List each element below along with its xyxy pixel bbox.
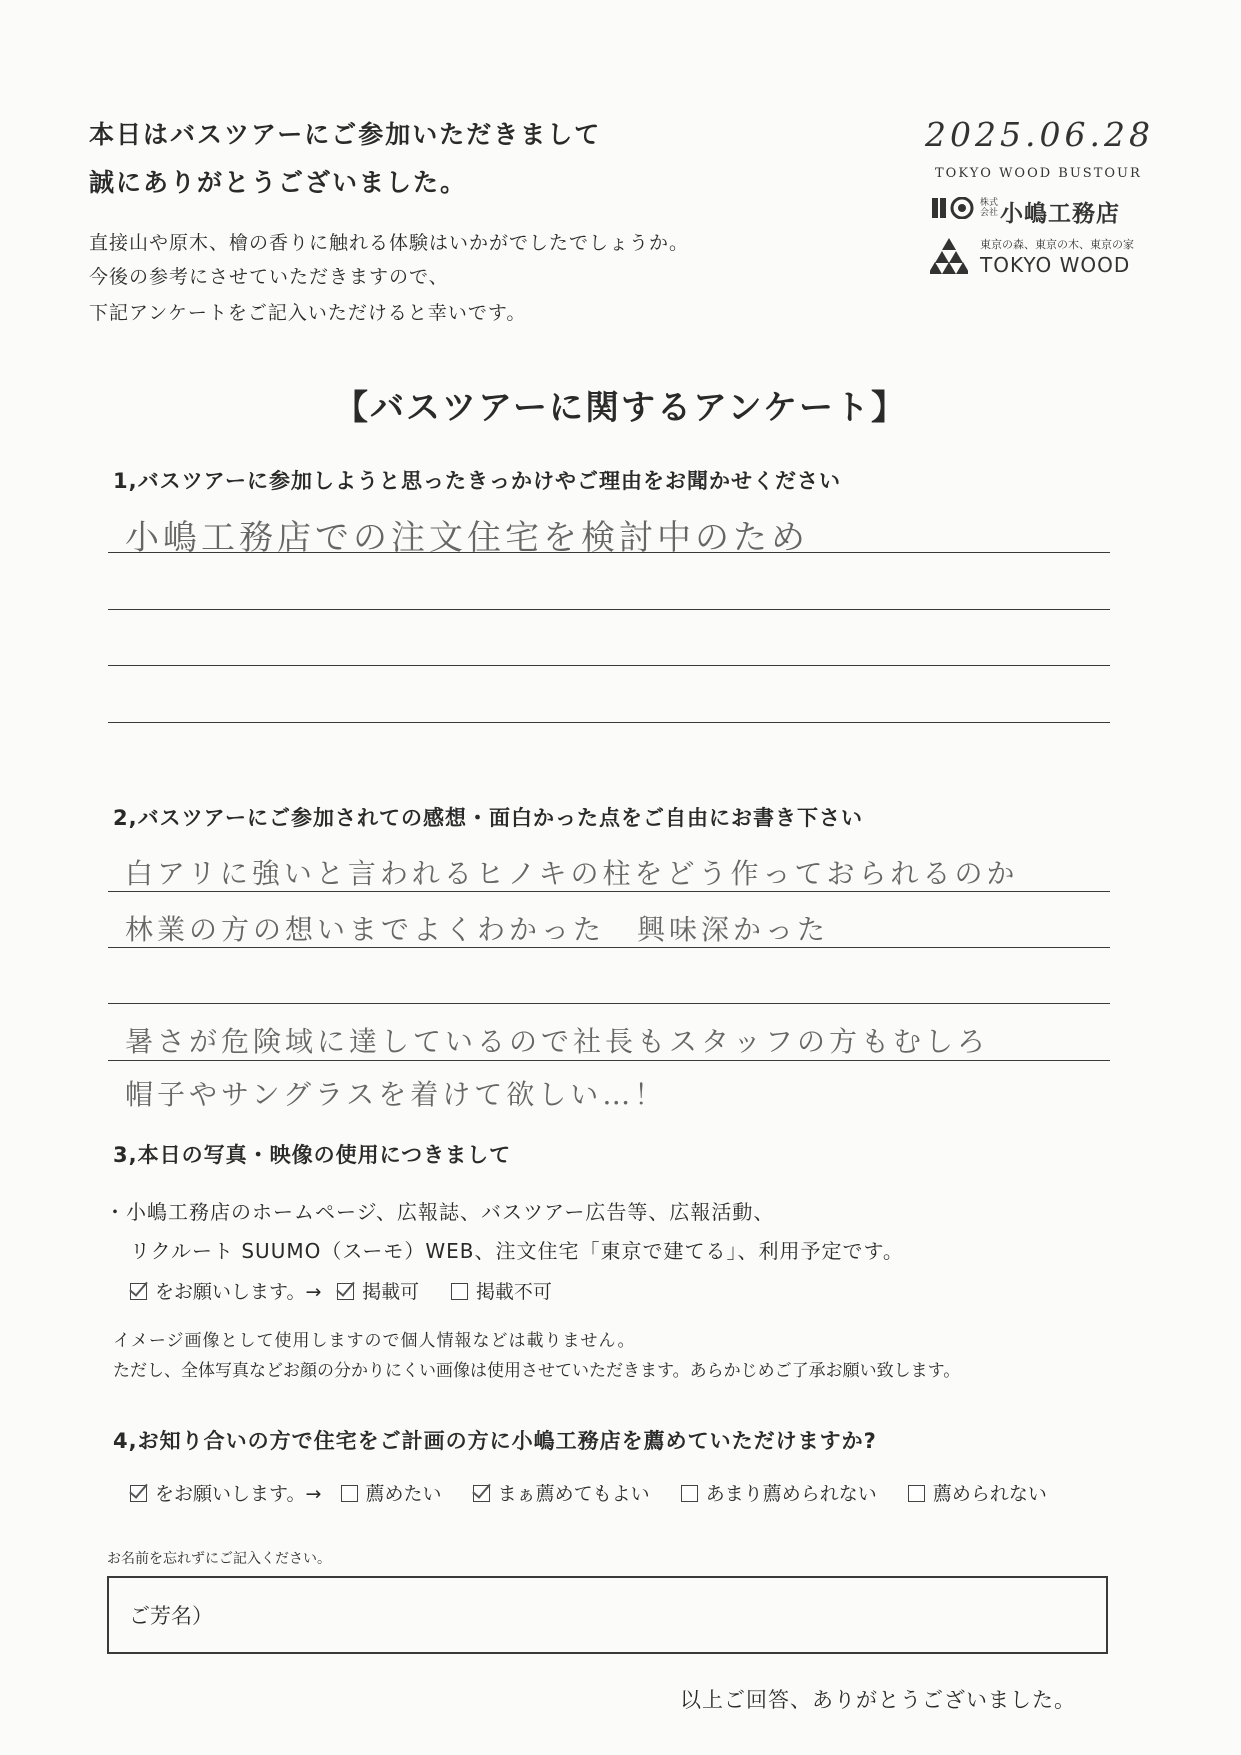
intro-line-5: 下記アンケートをご記入いただけると幸いです。 xyxy=(89,302,527,324)
intro-line-3: 直接山や原木、檜の香りに触れる体験はいかがでしたでしょうか。 xyxy=(89,232,690,254)
checkbox[interactable] xyxy=(341,1485,358,1502)
option-publish-ng[interactable] xyxy=(451,1277,552,1304)
intro-line-4: 今後の参考にさせていただきますので、 xyxy=(89,266,449,288)
question-4-label: 4,お知り合いの方で住宅をご計画の方に小嶋工務店を薦めていただけますか? xyxy=(113,1429,877,1453)
question-2-answer-line-1[interactable]: 白アリに強いと言われるヒノキの柱をどう作っておられるのか xyxy=(125,857,1019,890)
option-label: 掲載不可 xyxy=(475,1281,552,1303)
answer-line xyxy=(108,891,1110,892)
question-3-options xyxy=(130,1277,578,1304)
instruction-example xyxy=(130,1277,321,1304)
option-label: 薦めたい xyxy=(365,1483,442,1505)
question-3-bullet-2: リクルート SUUMO（スーモ）WEB、注文住宅「東京で建てる」、利用予定です。 xyxy=(130,1239,904,1263)
checkbox[interactable] xyxy=(451,1283,468,1300)
name-field[interactable] xyxy=(107,1576,1108,1654)
company-logo-icon xyxy=(932,197,976,219)
checkbox[interactable] xyxy=(473,1485,490,1502)
company-name: 小嶋工務店 xyxy=(1000,201,1120,227)
instruction-text: をお願いします。→ xyxy=(155,1281,322,1303)
answer-line xyxy=(108,1003,1110,1004)
name-prompt: お名前を忘れずにご記入ください。 xyxy=(107,1551,331,1567)
question-1-label: 1,バスツアーに参加しようと思ったきっかけやご理由をお聞かせください xyxy=(113,469,841,493)
question-2-answer-line-4[interactable]: 帽子やサングラスを着けて欲しい…！ xyxy=(125,1078,667,1111)
question-4-options xyxy=(130,1479,1073,1506)
checkbox[interactable] xyxy=(908,1485,925,1502)
checkbox[interactable] xyxy=(681,1485,698,1502)
tokyo-wood-logo-icon xyxy=(930,238,968,274)
option-not-recommend[interactable] xyxy=(908,1479,1047,1506)
question-3-label: 3,本日の写真・映像の使用につきまして xyxy=(113,1143,512,1167)
tour-name: TOKYO WOOD BUSTOUR xyxy=(935,166,1142,181)
question-3-note-2: ただし、全体写真などお顔の分かりにくい画像は使用させていただきます。あらかじめご了承お願い致します。 xyxy=(113,1361,961,1381)
question-3-bullet-1: ・小嶋工務店のホームページ、広報誌、バスツアー広告等、広報活動、 xyxy=(105,1200,775,1224)
option-label: 掲載可 xyxy=(362,1281,420,1303)
answer-line xyxy=(108,1060,1110,1061)
option-maybe-recommend[interactable] xyxy=(473,1479,650,1506)
option-label: 薦められない xyxy=(932,1483,1047,1505)
survey-title: 【バスツアーに関するアンケート】 xyxy=(334,388,907,428)
question-2-answer-line-2[interactable]: 林業の方の想いまでよくわかった 興味深かった xyxy=(125,913,830,946)
question-3-note-1: イメージ画像として使用しますので個人情報などは載りません。 xyxy=(113,1331,636,1351)
example-checkbox xyxy=(130,1283,147,1300)
tour-date: 2025.06.28 xyxy=(925,115,1154,154)
option-label: あまり薦められない xyxy=(705,1483,877,1505)
question-1-answer[interactable]: 小嶋工務店での注文住宅を検討中のため xyxy=(125,518,809,558)
name-label: ご芳名） xyxy=(129,1604,213,1628)
answer-line xyxy=(108,609,1110,610)
closing-message: 以上ご回答、ありがとうございました。 xyxy=(680,1688,1076,1712)
answer-line xyxy=(108,722,1110,723)
question-2-answer-line-3[interactable]: 暑さが危険域に達しているので社長もスタッフの方もむしろ xyxy=(125,1025,990,1058)
example-checkbox xyxy=(130,1485,147,1502)
option-label: まぁ薦めてもよい xyxy=(497,1483,650,1505)
option-recommend[interactable] xyxy=(341,1479,442,1506)
checkbox[interactable] xyxy=(337,1283,354,1300)
brand-name: TOKYO WOOD xyxy=(980,253,1131,277)
instruction-example xyxy=(130,1479,321,1506)
answer-line xyxy=(108,947,1110,948)
answer-line xyxy=(108,552,1110,553)
company-prefix: 株式会社 xyxy=(980,198,999,218)
option-publish-ok[interactable] xyxy=(337,1277,419,1304)
answer-line xyxy=(108,665,1110,666)
intro-line-2: 誠にありがとうございました。 xyxy=(89,168,468,197)
intro-line-1: 本日はバスツアーにご参加いただきまして xyxy=(89,120,602,149)
question-2-label: 2,バスツアーにご参加されての感想・面白かった点をご自由にお書き下さい xyxy=(113,806,863,830)
option-hardly-recommend[interactable] xyxy=(681,1479,877,1506)
instruction-text: をお願いします。→ xyxy=(155,1483,322,1505)
brand-tagline: 東京の森、東京の木、東京の家 xyxy=(980,238,1134,251)
